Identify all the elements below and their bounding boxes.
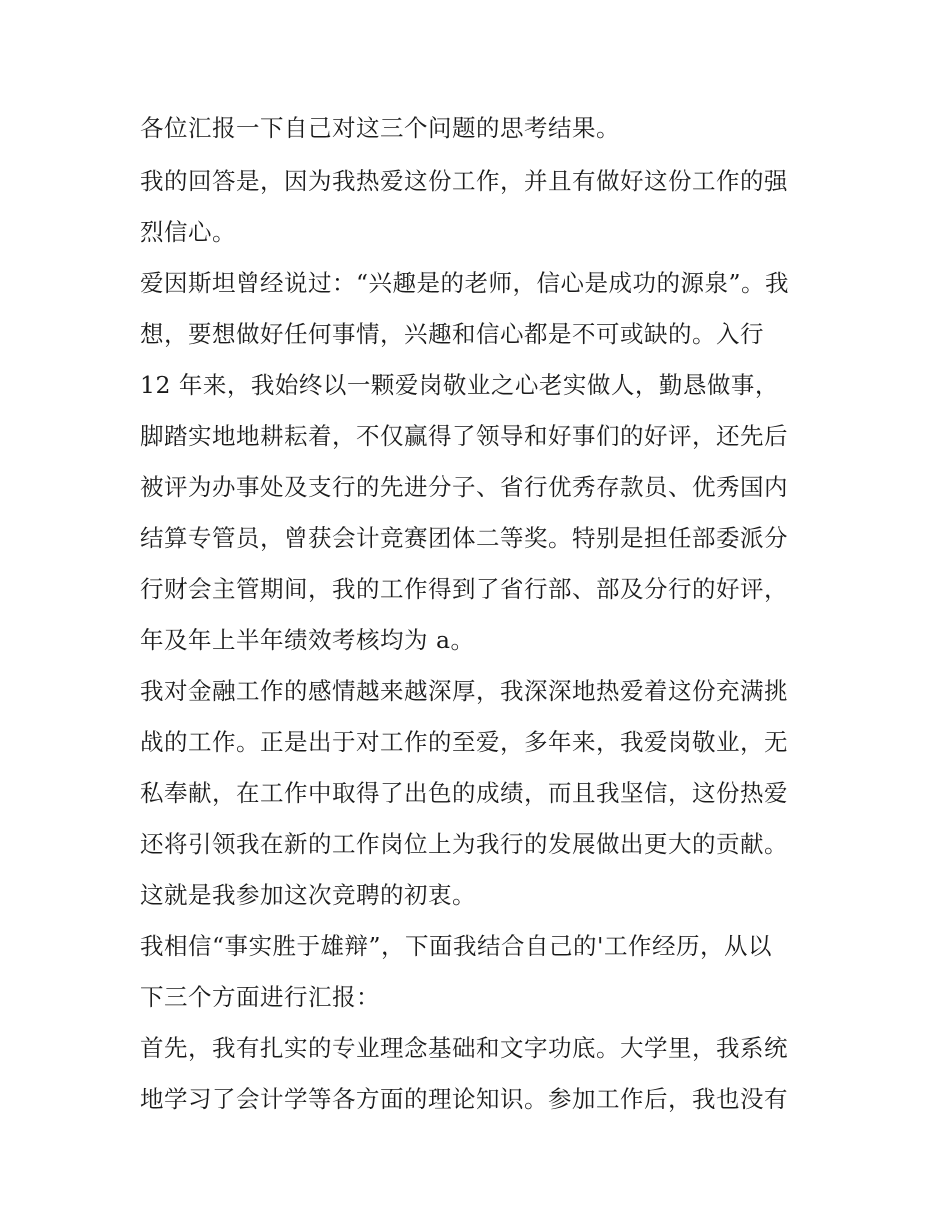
text-line: 还将引领我在新的工作岗位上为我行的发展做出更大的贡献。 (140, 830, 788, 858)
text-line: 被评为办事处及支行的先进分子、省行优秀存款员、优秀国内 (140, 473, 788, 501)
text-line: 年及年上半年绩效考核均为 a。 (140, 626, 475, 654)
text-line: 我的回答是，因为我热爱这份工作，并且有做好这份工作的强 (140, 167, 788, 195)
text-line: 下三个方面进行汇报： (140, 983, 380, 1011)
text-line: 首先，我有扎实的专业理念基础和文字功底。大学里，我系统 (140, 1034, 788, 1062)
text-line: 各位汇报一下自己对这三个问题的思考结果。 (140, 114, 620, 142)
text-line: 私奉献，在工作中取得了出色的成绩，而且我坚信，这份热爱 (140, 779, 788, 807)
text-line: 地学习了会计学等各方面的理论知识。参加工作后，我也没有 (140, 1085, 788, 1113)
text-line: 12 年来，我始终以一颗爱岗敬业之心老实做人，勤恳做事， (140, 371, 779, 399)
text-line: 我相信“事实胜于雄辩”，下面我结合自己的'工作经历，从以 (140, 932, 772, 960)
text-line: 结算专管员，曾获会计竞赛团体二等奖。特别是担任部委派分 (140, 524, 788, 552)
text-line: 想，要想做好任何事情，兴趣和信心都是不可或缺的。入行 (140, 320, 764, 348)
text-line: 行财会主管期间，我的工作得到了省行部、部及分行的好评， (140, 575, 788, 603)
text-line: 我对金融工作的感情越来越深厚，我深深地热爱着这份充满挑 (140, 677, 788, 705)
text-line: 这就是我参加这次竞聘的初衷。 (140, 881, 476, 909)
text-line: 战的工作。正是出于对工作的至爱，多年来，我爱岗敬业，无 (140, 728, 788, 756)
text-line: 爱因斯坦曾经说过：“兴趣是的老师，信心是成功的源泉”。我 (140, 269, 790, 297)
text-line: 烈信心。 (140, 218, 236, 246)
text-line: 脚踏实地地耕耘着，不仅赢得了领导和好事们的好评，还先后 (140, 422, 788, 450)
